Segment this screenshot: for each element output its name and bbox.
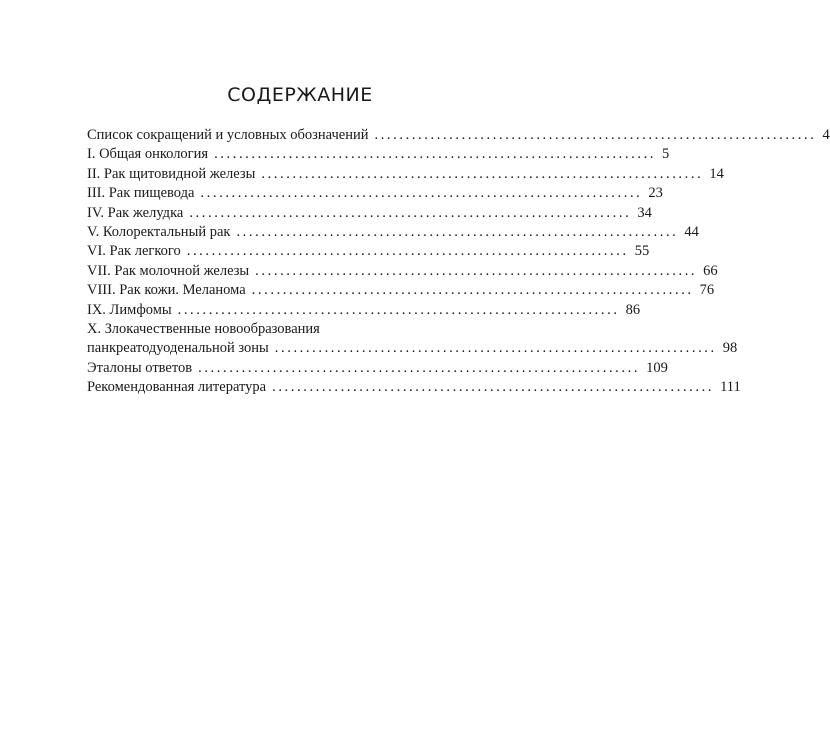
toc-entry[interactable] <box>87 301 641 320</box>
toc-entry[interactable] <box>87 320 738 359</box>
toc-entry[interactable] <box>87 165 724 184</box>
toc-entry[interactable] <box>87 242 650 261</box>
toc-entry-page: 86 <box>625 301 641 318</box>
toc-entry-page: 34 <box>637 204 652 221</box>
dot-leader: ....................................................................... <box>374 126 817 143</box>
toc-entry[interactable] <box>87 378 741 397</box>
table-of-contents <box>87 126 830 397</box>
toc-entry-page: 4 <box>822 126 830 143</box>
toc-entry-title: I. Общая онкология <box>87 146 209 163</box>
dot-leader: ....................................................................... <box>236 223 679 240</box>
toc-entry-title: Рекомендованная литература <box>87 379 267 396</box>
toc-entry[interactable] <box>87 262 718 281</box>
toc-entry-title-line1: X. Злокачественные новообразования <box>87 320 320 337</box>
dot-leader: ....................................................................... <box>255 262 698 279</box>
dot-leader: ....................................................................... <box>177 301 620 318</box>
toc-entry-title: IX. Лимфомы <box>87 301 172 318</box>
toc-entry-title: VI. Рак легкого <box>87 243 181 260</box>
toc-entry-title: II. Рак щитовидной железы <box>87 165 256 182</box>
toc-entry-title: IV. Рак желудка <box>87 204 184 221</box>
toc-entry[interactable] <box>87 204 652 223</box>
dot-leader: ....................................................................... <box>198 359 641 376</box>
dot-leader: ....................................................................... <box>214 146 657 163</box>
toc-entry-title: VIII. Рак кожи. Меланома <box>87 282 246 299</box>
dot-leader: ....................................................................... <box>186 243 629 260</box>
toc-entry-line2 <box>87 339 738 358</box>
toc-entry-page: 111 <box>720 379 741 396</box>
dot-leader: ....................................................................... <box>261 165 704 182</box>
toc-entry-page: 76 <box>699 282 715 299</box>
toc-entry[interactable] <box>87 359 668 378</box>
dot-leader: ....................................................................... <box>200 185 643 202</box>
toc-entry-page: 66 <box>703 262 718 279</box>
toc-entry-page: 14 <box>709 165 724 182</box>
toc-entry-page: 55 <box>634 243 650 260</box>
toc-entry-title-line2: панкреатодуоденальной зоны <box>87 340 269 357</box>
toc-entry-page: 44 <box>684 223 699 240</box>
toc-entry-page: 98 <box>722 340 738 357</box>
dot-leader: ....................................................................... <box>251 282 694 299</box>
toc-entry-title: Эталоны ответов <box>87 359 193 376</box>
dot-leader: ....................................................................... <box>272 379 715 396</box>
toc-entry[interactable] <box>87 184 663 203</box>
toc-entry-title: III. Рак пищевода <box>87 185 195 202</box>
toc-entry[interactable] <box>87 281 715 300</box>
contents-heading: СОДЕРЖАНИЕ <box>227 84 373 106</box>
toc-entry-page: 23 <box>648 185 663 202</box>
toc-entry[interactable] <box>87 126 830 145</box>
dot-leader: ....................................................................... <box>189 204 632 221</box>
toc-entry[interactable] <box>87 145 670 164</box>
toc-entry-page: 109 <box>646 359 668 376</box>
toc-entry-title: V. Колоректальный рак <box>87 223 231 240</box>
dot-leader: ....................................................................... <box>274 340 717 357</box>
toc-entry-page: 5 <box>662 146 670 163</box>
toc-entry-title: VII. Рак молочной железы <box>87 262 250 279</box>
toc-entry[interactable] <box>87 223 699 242</box>
toc-entry-title: Список сокращений и условных обозначений <box>87 126 369 143</box>
